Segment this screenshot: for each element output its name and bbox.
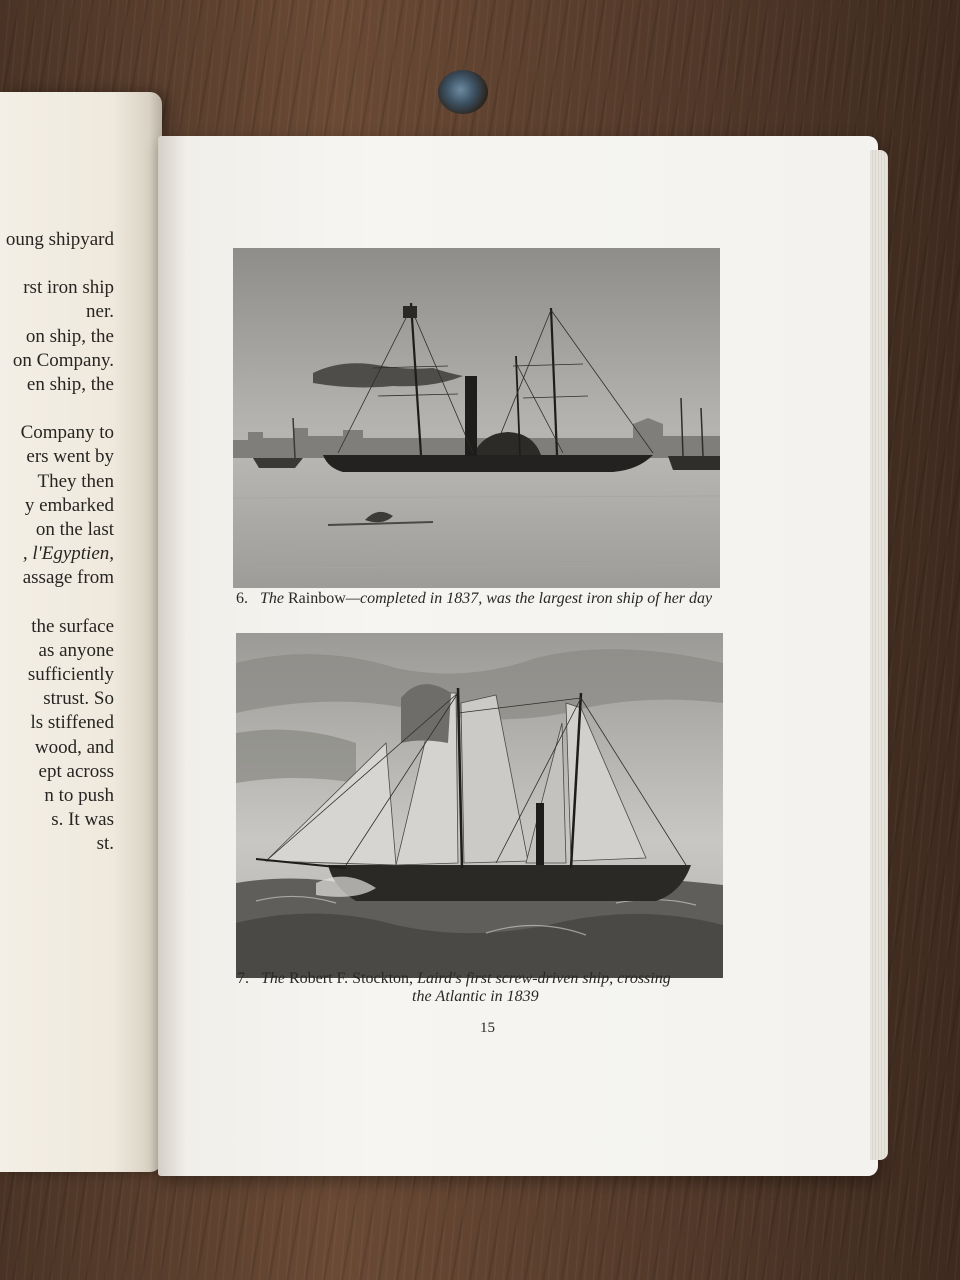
plate-rainbow-caption xyxy=(236,590,712,608)
text-line: on ship, the xyxy=(25,325,114,347)
paragraph-gap xyxy=(0,252,162,276)
text-line: sufficiently xyxy=(27,664,114,686)
caption-number: 7. xyxy=(237,970,249,987)
text-line: They then xyxy=(37,470,114,492)
wood-knot xyxy=(438,70,488,114)
text-line: as anyone xyxy=(38,639,114,661)
plate-stockton-caption-line2 xyxy=(412,988,539,1006)
text-line: ept across xyxy=(38,760,114,782)
text-line: assage from xyxy=(22,567,114,589)
left-page xyxy=(0,92,162,1172)
caption-the: The xyxy=(261,970,285,987)
text-line: en ship, the xyxy=(26,374,114,396)
text-line: y embarked xyxy=(24,494,114,516)
text-line: Company to xyxy=(20,422,114,444)
text-line: n to push xyxy=(44,785,114,807)
text-line: ers went by xyxy=(26,446,114,468)
text-line: ner. xyxy=(86,301,114,323)
text-line: , l'Egyptien, xyxy=(22,543,114,565)
caption-text-2: Atlantic in 1839 xyxy=(435,988,539,1005)
caption-text: Laird's first screw-driven ship, crossing xyxy=(417,970,671,987)
text-line: the surface xyxy=(31,615,114,637)
caption-text: —completed in 1837, was the largest iron ship of her day xyxy=(345,590,713,607)
text-line: rst iron ship xyxy=(23,277,114,299)
text-line: wood, and xyxy=(34,736,114,758)
plate-rainbow-illustration xyxy=(233,248,720,588)
text-line: strust. So xyxy=(43,688,114,710)
caption-the: The xyxy=(260,590,284,607)
paragraph-gap xyxy=(0,397,162,421)
page-edges xyxy=(870,150,888,1160)
text-line: st. xyxy=(96,833,114,855)
page-number: 15 xyxy=(480,1020,495,1036)
text-line: on the last xyxy=(35,519,114,541)
text-line: oung shipyard xyxy=(5,229,114,250)
ship-name: Rainbow xyxy=(288,590,346,607)
caption-number: 6. xyxy=(236,590,248,607)
text-line: s. It was xyxy=(51,809,114,831)
plate-stockton-illustration xyxy=(236,633,723,978)
text-line: ls stiffened xyxy=(30,712,114,734)
ship-name: Robert F. Stockton, xyxy=(289,970,414,987)
paragraph-gap xyxy=(0,591,162,615)
left-page-text xyxy=(0,228,162,857)
caption-the-2: the xyxy=(412,988,432,1005)
plate-stockton-caption-line1 xyxy=(237,970,671,988)
text-line: on Company. xyxy=(12,349,114,371)
